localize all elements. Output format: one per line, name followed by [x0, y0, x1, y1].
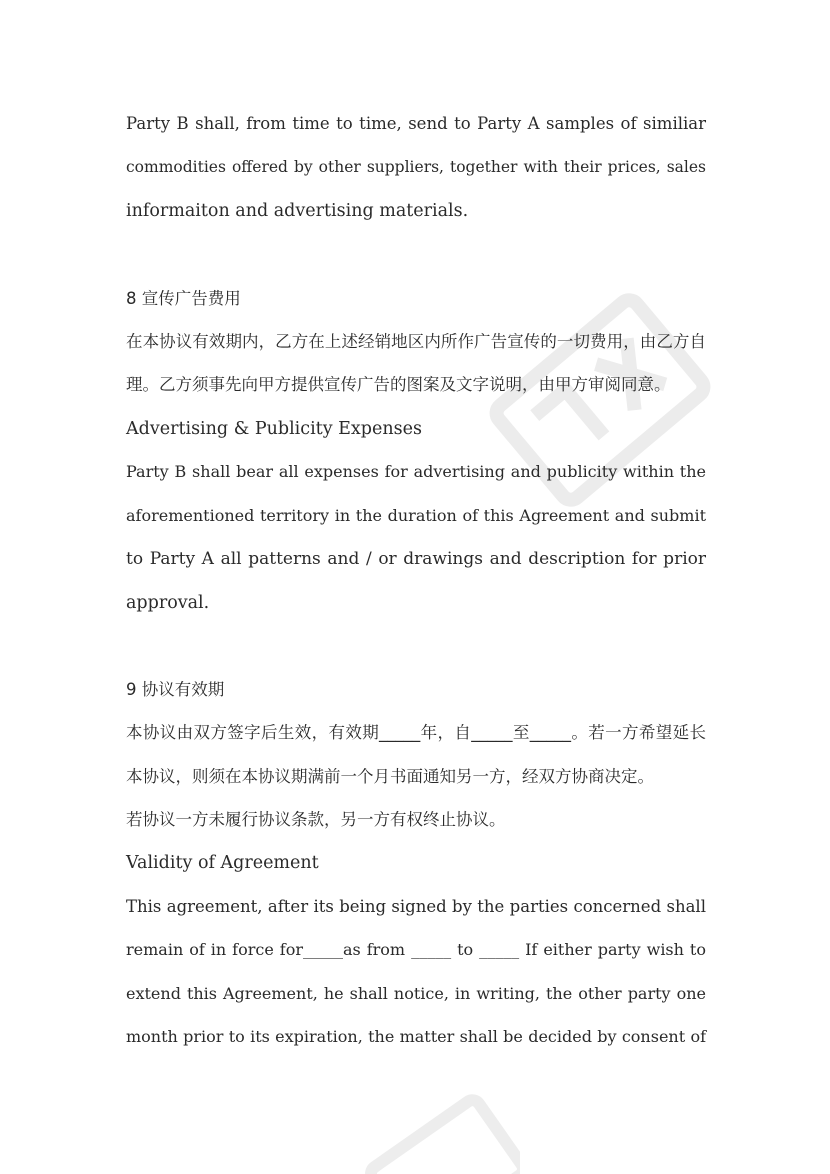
section-8-en-line-2: aforementioned territory in the duration of this Agreement and submit — [126, 506, 706, 525]
section-8-en-line-3: to Party A all patterns and / or drawings and description for prior — [126, 549, 706, 569]
section-9-en-line-4: month prior to its expiration, the matter shall be decided by consent of — [126, 1027, 706, 1046]
section-8-zh-line-2: 理。乙方须事先向甲方提供宣传广告的图案及文字说明，由甲方审阅同意。 — [126, 375, 671, 394]
samples-line-3: informaiton and advertising materials. — [126, 201, 469, 221]
section-9-en-line-2: remain of in force for_____as from _____ to _____ If either party wish to — [126, 940, 706, 959]
section-8-en-title: Advertising & Publicity Expenses — [126, 419, 422, 439]
section-8-heading: 8 宣传广告费用 — [126, 289, 241, 308]
section-9-zh-line-2: 本协议，则须在本协议期满前一个月书面通知另一方，经双方协商决定。 — [126, 767, 654, 786]
samples-line-2: commodities offered by other suppliers, together with their prices, sales — [126, 158, 706, 176]
section-9-zh-line-3: 若协议一方未履行协议条款，另一方有权终止协议。 — [126, 810, 506, 829]
section-9-zh-line-1: 本协议由双方签字后生效，有效期_____年，自_____至_____。若一方希望延长 — [126, 723, 706, 742]
section-9-en-title: Validity of Agreement — [126, 853, 319, 873]
watermark-logo-icon — [470, 280, 730, 520]
section-8-zh-line-1: 在本协议有效期内，乙方在上述经销地区内所作广告宣传的一切费用，由乙方自 — [126, 332, 706, 351]
section-8-en-line-1: Party B shall bear all expenses for advertising and publicity within the — [126, 462, 706, 481]
section-9-en-line-3: extend this Agreement, he shall notice, in writing, the other party one — [126, 984, 706, 1003]
section-8-en-line-4: approval. — [126, 593, 210, 613]
section-9-en-line-1: This agreement, after its being signed by the parties concerned shall — [126, 897, 706, 916]
samples-line-1: Party B shall, from time to time, send to Party A samples of similiar — [126, 114, 706, 133]
watermark-logo-icon-bottom — [360, 1090, 520, 1174]
section-9-heading: 9 协议有效期 — [126, 680, 225, 699]
